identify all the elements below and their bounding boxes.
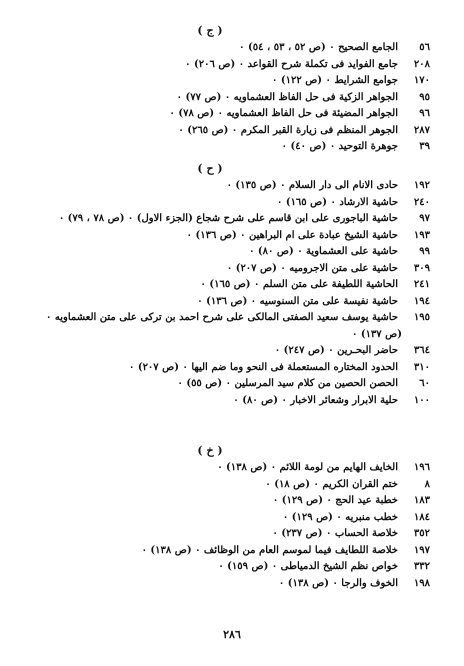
entry-title: خطبة عيد الحج ٠ (ص ١٢٩) ٠ [272, 495, 398, 506]
entry-title: الجوهر المنظم فى زيارة القبر المكرم ٠ (ص ٢٦٥) ٠ [178, 124, 398, 136]
index-entry [20, 277, 430, 294]
entry-title: الحصن الحصين من كلام سيد المرسلين ٠ (ص ٥٥) ٠ [177, 378, 398, 389]
section-kha [20, 442, 430, 592]
entry-title: ختم القران الكريم ٠ (ص ١٨) ٠ [265, 478, 398, 490]
section-header: ( ج ) [197, 24, 223, 37]
section-jim [20, 22, 430, 156]
entry-title: جوامع الشرايط ٠ (ص ١٢٢) ٠ [272, 75, 398, 86]
section-ha [20, 160, 430, 409]
entry-title: خواص نظم الشيخ الدمياطى ٠ (ص ١٥٩) ٠ [218, 561, 398, 572]
entry-number: ١٩٧ [413, 544, 430, 556]
index-entry [20, 294, 430, 311]
entry-title: الحدود المختاره المستعملة فى النحو وما ضم اليها ٠ (ص ٢٠٧) ٠ [128, 361, 398, 373]
page-number: ٢٨٦ [223, 628, 241, 641]
entry-number: ١٩٤ [413, 295, 430, 307]
entry-title: حاشية الارشاد ٠ (ص ١٦٥) ٠ [276, 196, 398, 208]
entry-title: حاشية على متن الاجروميه ٠ (ص ٢٠٧) ٠ [226, 262, 398, 274]
index-entry [20, 139, 430, 156]
entry-number: ٨ [424, 478, 430, 490]
entry-title: الحاشية اللطيفة على متن السلم ٠ (ص ١٦٥) ٠ [200, 279, 398, 290]
entry-title: خلاصة الحساب ٠ (ص ٢٣٧) ٠ [272, 528, 398, 539]
index-entry [20, 526, 430, 543]
index-entry [20, 543, 430, 560]
entry-title: جوهرة التوحيد ٠ (ص ٤٠) ٠ [281, 141, 398, 152]
entry-title: جامع الفوايد فى تكملة شرح القواعد ٠ (ص ٢٠٦) ٠ [185, 58, 398, 70]
index-entry [20, 493, 430, 510]
entry-number: ١٠٠ [413, 394, 430, 406]
entry-title: خطب منبريه ٠ (ص ١٢٩) ٠ [282, 511, 398, 523]
entry-number: ٢٤١ [413, 279, 430, 290]
entry-title: حلية الابرار وشعائر الاخبار ٠ (ص ٨٠) ٠ [233, 394, 398, 406]
index-entry [20, 393, 430, 410]
entry-title: خلاصة اللطايف فيما لموسم العام من الوظائف ٠ (ص ١٣٨) ٠ [141, 544, 398, 556]
index-entry [20, 228, 430, 245]
index-entry [20, 559, 430, 576]
index-entry [20, 343, 430, 360]
entry-title: الخوف والرجا ٠ (ص ١٣٨) ٠ [278, 577, 398, 589]
index-entry [20, 244, 430, 261]
entry-title: الخايف الهايم من لومة اللائم ٠ (ص ١٣٨) ٠ [217, 462, 398, 473]
index-entry [20, 195, 430, 212]
index-entry [20, 178, 430, 195]
entry-title: حاشية على العشماوية ٠ (ص ٨٠) ٠ [249, 246, 398, 257]
entry-number: ٩٦ [419, 108, 430, 119]
section-header: ( ح ) [197, 162, 223, 175]
entry-number: ١٩٣ [413, 229, 430, 241]
entry-title: حاشية الباجورى على ابن قاسم على شرح شجاع (الجزء الاول) ٠ (ص ٧٨ ، ٧٩) ٠ [58, 213, 398, 224]
entry-title: حاضر البحـرين ٠ (ص ٢٤٧) ٠ [274, 345, 398, 356]
index-entry [20, 310, 430, 327]
entry-number: ١٩٥ [413, 312, 430, 323]
entry-number: ٣٦٤ [413, 345, 430, 356]
index-entry [20, 360, 430, 377]
entry-continuation: (ص ١٣٧) ٠ [351, 328, 402, 340]
entry-number: ١٩٦ [413, 462, 430, 473]
entry-number: ١٩٨ [413, 577, 430, 589]
entry-number: ٩٩ [419, 246, 430, 257]
entry-number: ٣٩ [419, 141, 430, 152]
entry-number: ١٧٠ [413, 75, 430, 86]
entry-title: حاشية يوسف سعيد الصفتى المالكى على شرح احمد بن تركى على متن العشماويه ٠ [46, 312, 398, 323]
entry-title: الجامع الصحيح ٠ (ص ٥٢ ، ٥٣ ، ٥٤) ٠ [239, 42, 398, 53]
index-entry [20, 261, 430, 278]
index-entry [20, 123, 430, 140]
index-entry [20, 510, 430, 527]
section-header: ( خ ) [197, 444, 223, 457]
index-entry [20, 57, 430, 74]
index-entry [20, 73, 430, 90]
entry-number: ١٨٤ [413, 511, 430, 523]
entry-title: الجواهر الزكية فى حل الفاظ العشماويه ٠ (ص ٧٧) ٠ [176, 91, 398, 103]
entry-number: ٢٨٧ [413, 124, 430, 136]
entry-number: ٣٠٩ [413, 262, 430, 274]
index-entry [20, 376, 430, 393]
index-entry [20, 460, 430, 477]
entry-number: ٦٠ [419, 378, 430, 389]
entry-number: ٢٤٠ [413, 196, 430, 208]
index-entry [20, 477, 430, 494]
entry-number: ٩٧ [419, 213, 430, 224]
index-entry [20, 576, 430, 593]
index-entry [20, 90, 430, 107]
entry-number: ٩٥ [419, 91, 430, 103]
entry-number: ١٨٣ [413, 495, 430, 506]
index-entry [20, 40, 430, 57]
entry-title: حاشية الشيخ عبادة على ام البراهين ٠ (ص ١٣٦) ٠ [186, 229, 398, 241]
index-entry [20, 211, 430, 228]
entry-title: حاشية نفيسة على متن السنوسيه ٠ (ص ١٣٦) ٠ [197, 295, 398, 307]
entry-number: ٢٠٨ [413, 58, 430, 70]
entry-number: ٣٣٢ [413, 561, 430, 572]
entry-title: حادى الانام الى دار السلام ٠ (ص ١٣٥) ٠ [226, 180, 398, 191]
entry-title: الجواهر المضيئة فى حل الفاظ العشماويه ٠ (ص ٧٨) ٠ [169, 108, 398, 119]
entry-number: ٥٦ [419, 42, 430, 53]
entry-number: ٣١٠ [413, 361, 430, 373]
entry-number: ٣٥٢ [413, 528, 430, 539]
index-entry [20, 106, 430, 123]
entry-number: ١٩٢ [413, 180, 430, 191]
